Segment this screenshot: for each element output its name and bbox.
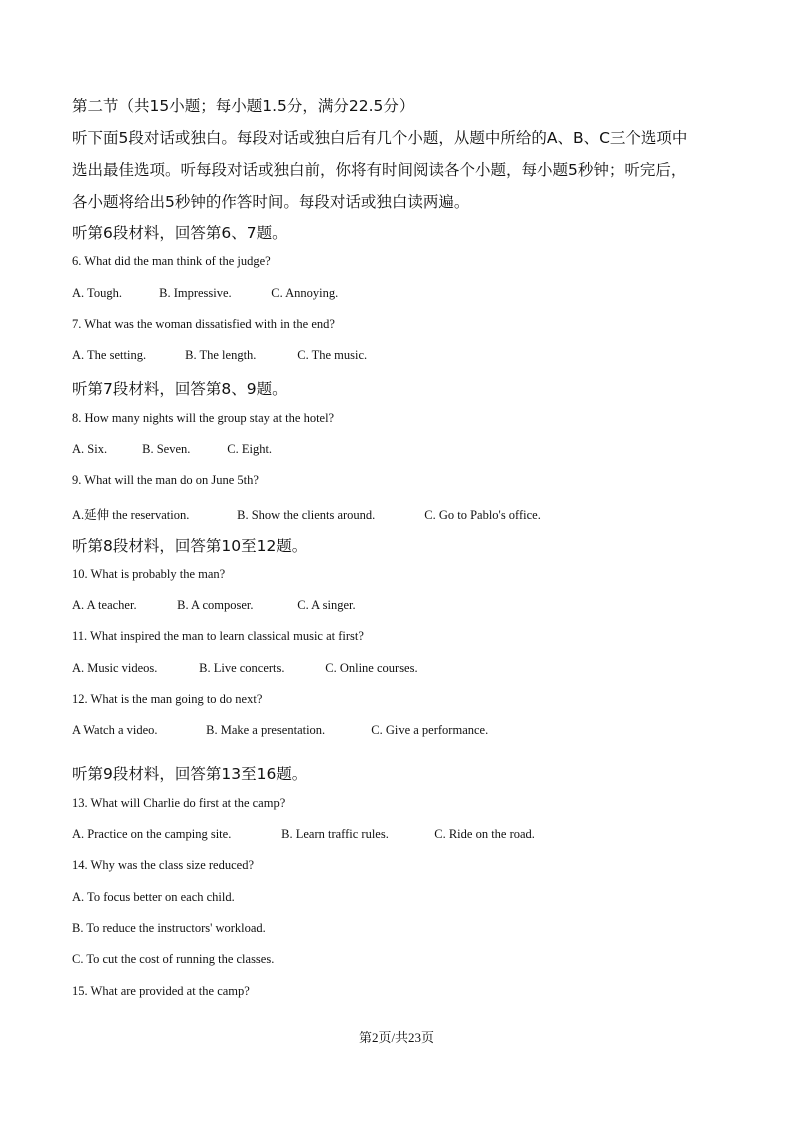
question-text: 7. What was the woman dissatisfied with in the end? [72,317,335,331]
option-a: A. Six. [72,442,108,456]
option-c: C. Online courses. [325,661,418,675]
option-c: C. A singer. [297,598,356,612]
question-options [72,505,541,523]
option-c: C. Eight. [227,442,273,456]
option-c: C. Go to Pablo's office. [424,508,541,522]
option-b: B. Show the clients around. [237,508,376,522]
option-a: A. To focus better on each child. [72,890,235,904]
option-a: A. Music videos. [72,661,158,675]
option-c: C. The music. [297,348,368,362]
question-text: 8. How many nights will the group stay at the hotel? [72,411,335,425]
option-b: B. The length. [185,348,257,362]
option-a: A. Practice on the camping site. [72,827,232,841]
instruction-line-2: 选出最佳选项。听每段对话或独白前，你将有时间阅读各个小题，每小题5秒钟；听完后， [72,161,687,179]
option-c: C. To cut the cost of running the classes. [72,952,275,966]
question-options [72,286,338,301]
question-text: 6. What did the man think of the judge? [72,254,271,268]
question-options [72,661,418,676]
option-a: A. The setting. [72,348,147,362]
group-heading: 听第6段材料，回答第6、7题。 [72,224,288,242]
option-c: C. Annoying. [271,286,339,300]
question-options [72,827,535,842]
page-footer: 第2页/共23页 [358,1030,435,1045]
question-options [72,598,356,613]
option-b: B. A composer. [177,598,254,612]
question-text: 11. What inspired the man to learn classical music at first? [72,629,364,643]
group-heading: 听第9段材料，回答第13至16题。 [72,765,308,783]
instruction-line-3: 各小题将给出5秒钟的作答时间。每段对话或独白读两遍。 [72,193,470,211]
question-text: 10. What is probably the man? [72,567,226,581]
option-b: B. Impressive. [159,286,232,300]
question-text: 13. What will Charlie do first at the camp? [72,796,286,810]
option-b: B. Make a presentation. [206,723,326,737]
option-a: A.延伸 the reservation. [72,508,190,522]
question-text: 12. What is the man going to do next? [72,692,263,706]
option-a: A Watch a video. [72,723,158,737]
option-b: B. To reduce the instructors' workload. [72,921,266,935]
section-title: 第二节（共15小题；每小题1.5分，满分22.5分） [72,97,415,115]
group-heading: 听第7段材料，回答第8、9题。 [72,380,288,398]
question-options [72,348,367,363]
group-heading: 听第8段材料，回答第10至12题。 [72,537,308,555]
question-text: 14. Why was the class size reduced? [72,858,254,872]
question-options [72,442,272,457]
question-text: 9. What will the man do on June 5th? [72,473,259,487]
option-c: C. Ride on the road. [434,827,535,841]
option-b: B. Live concerts. [199,661,285,675]
question-options [72,723,488,738]
option-b: B. Learn traffic rules. [281,827,389,841]
option-a: A. Tough. [72,286,122,300]
option-b: B. Seven. [142,442,191,456]
option-c: C. Give a performance. [371,723,489,737]
option-a: A. A teacher. [72,598,137,612]
instruction-line-1: 听下面5段对话或独白。每段对话或独白后有几个小题，从题中所给的A、B、C三个选项中 [72,129,688,147]
question-text: 15. What are provided at the camp? [72,984,250,998]
